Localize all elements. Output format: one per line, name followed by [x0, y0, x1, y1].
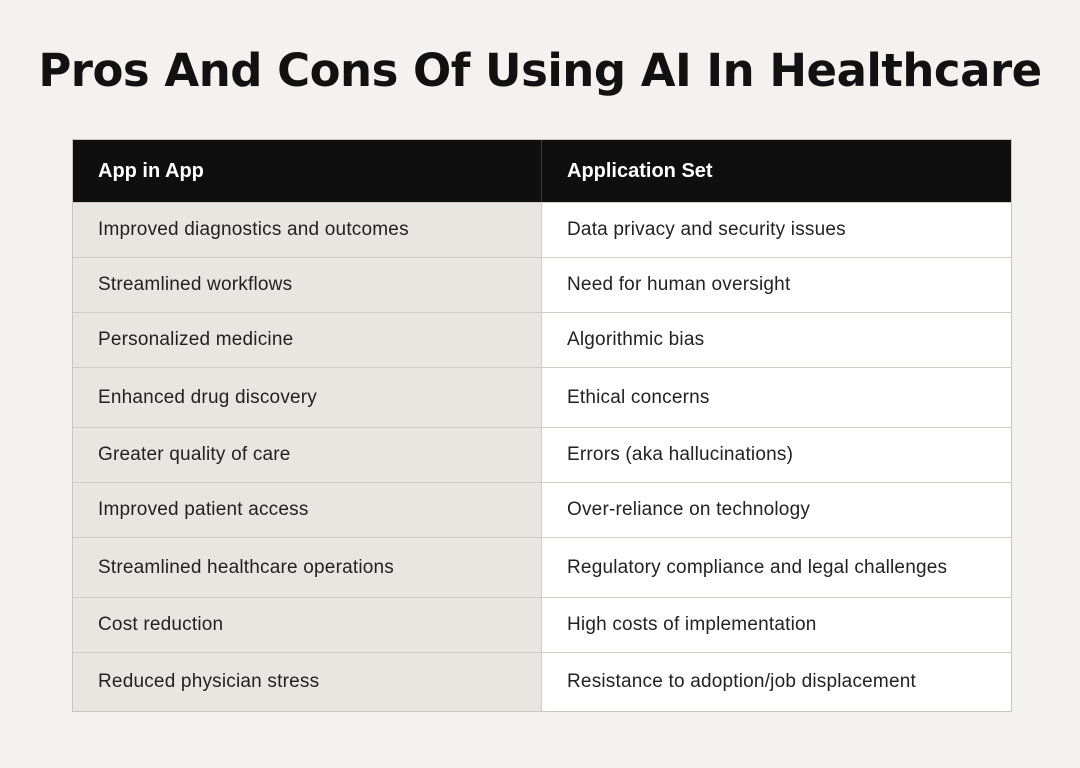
pro-cell: Streamlined healthcare operations — [73, 538, 542, 597]
pro-cell: Cost reduction — [73, 598, 542, 652]
pros-cons-table — [72, 139, 1012, 712]
con-cell: Algorithmic bias — [542, 313, 1011, 367]
con-cell: Regulatory compliance and legal challenges — [542, 538, 1011, 597]
con-cell: Over-reliance on technology — [542, 483, 1011, 537]
con-cell: Data privacy and security issues — [542, 203, 1011, 257]
table-row — [73, 427, 1011, 482]
table-row — [73, 257, 1011, 312]
con-cell: Errors (aka hallucinations) — [542, 428, 1011, 482]
table-row — [73, 537, 1011, 597]
con-cell: Ethical concerns — [542, 368, 1011, 427]
table-row — [73, 597, 1011, 652]
con-cell: Resistance to adoption/job displacement — [542, 653, 1011, 711]
table-row — [73, 312, 1011, 367]
pro-cell: Streamlined workflows — [73, 258, 542, 312]
table-row — [73, 482, 1011, 537]
column-header-pros: App in App — [73, 140, 542, 202]
pro-cell: Reduced physician stress — [73, 653, 542, 711]
table-header-row — [73, 140, 1011, 202]
table-row — [73, 202, 1011, 257]
page-title: Pros And Cons Of Using AI In Healthcare — [38, 44, 1042, 97]
pro-cell: Greater quality of care — [73, 428, 542, 482]
column-header-cons: Application Set — [542, 140, 1011, 202]
con-cell: Need for human oversight — [542, 258, 1011, 312]
pro-cell: Enhanced drug discovery — [73, 368, 542, 427]
table-row — [73, 652, 1011, 711]
pro-cell: Improved diagnostics and outcomes — [73, 203, 542, 257]
pro-cell: Improved patient access — [73, 483, 542, 537]
con-cell: High costs of implementation — [542, 598, 1011, 652]
pro-cell: Personalized medicine — [73, 313, 542, 367]
table-row — [73, 367, 1011, 427]
